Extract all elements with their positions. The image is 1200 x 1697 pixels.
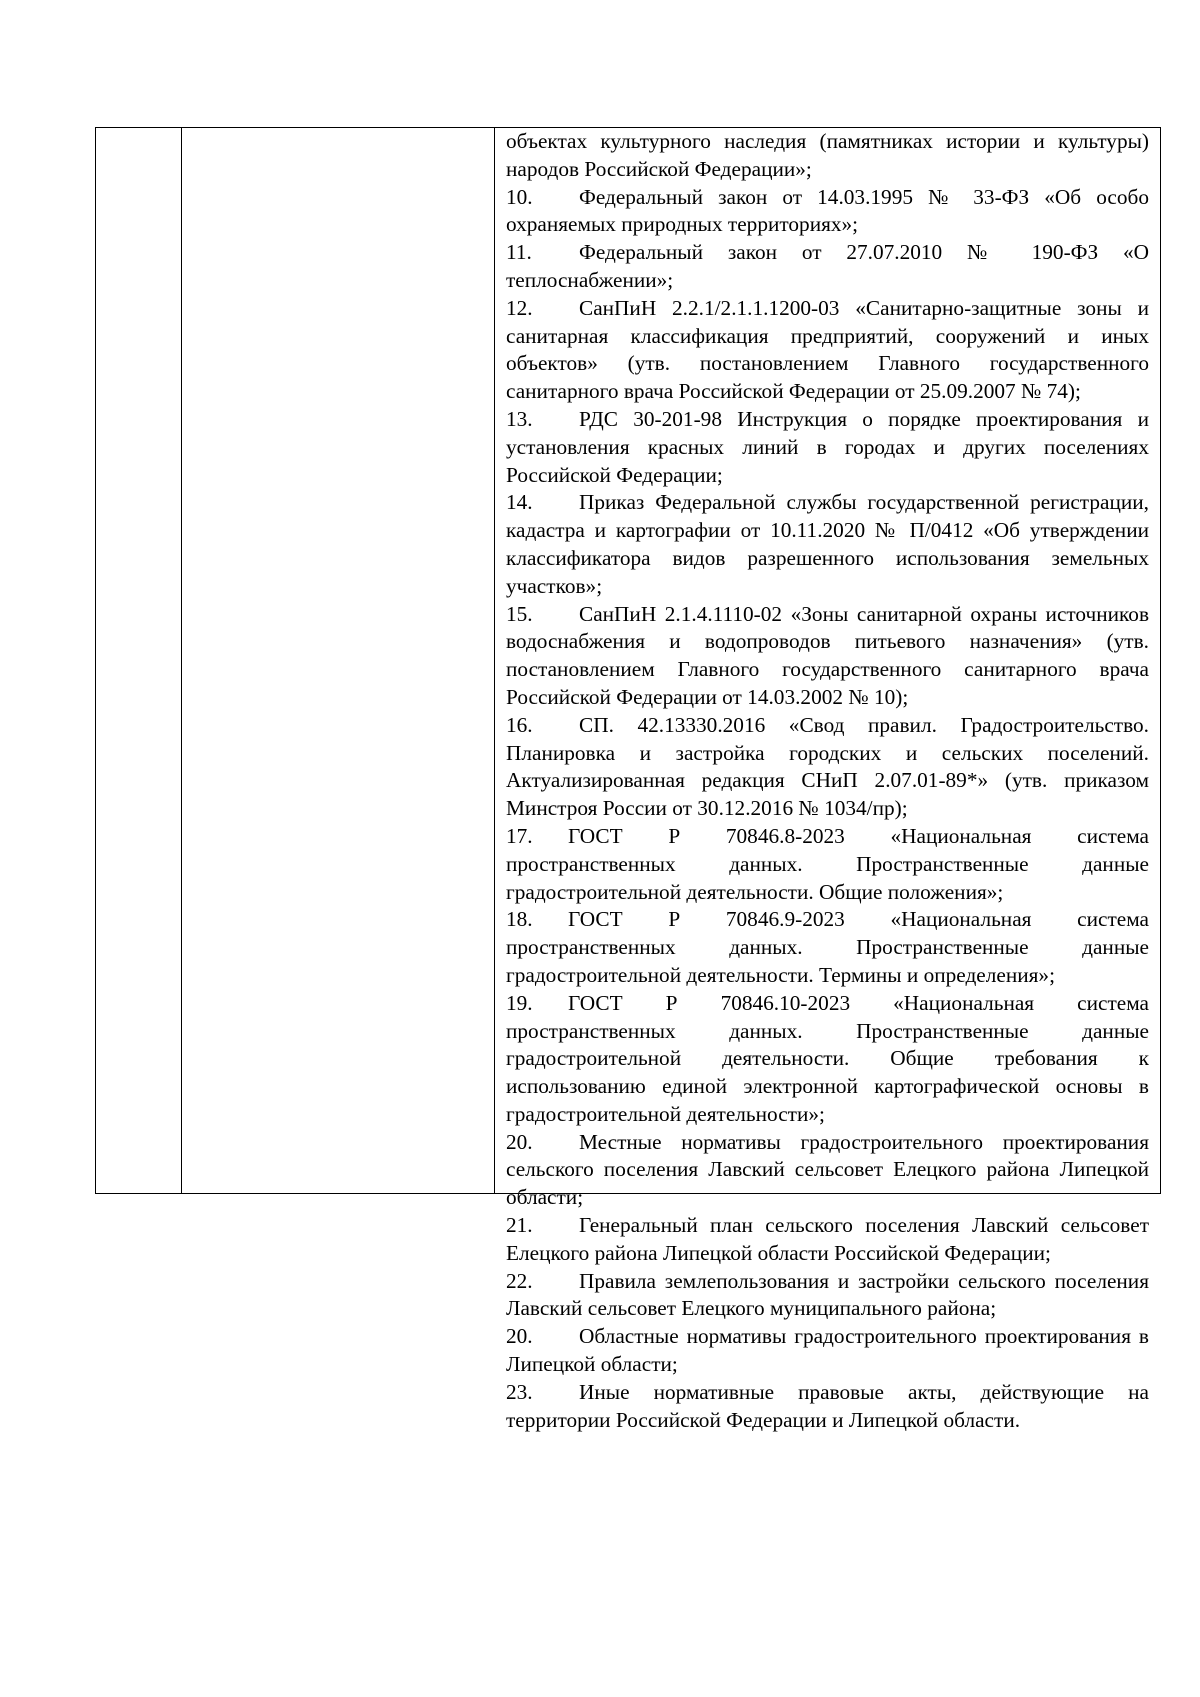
list-item: 14. Приказ Федеральной службы государственной регистрации, кадастра и картографии от 10.11.2020 № П/0412 «Об утверждении классификатора видов разрешенного использования земельных участков»;	[506, 490, 1149, 598]
list-item: 18. ГОСТ Р 70846.9-2023 «Национальная система пространственных данных. Пространственные данные градостроительной деятельности. Термины и определения»;	[506, 907, 1149, 987]
list-item: 10. Федеральный закон от 14.03.1995 № 33-ФЗ «Об особо охраняемых природных территориях»;	[506, 184, 1149, 237]
list-item: 16. СП. 42.13330.2016 «Свод правил. Градостроительство. Планировка и застройка городских и сельских поселений. Актуализированная редакция СНиП 2.07.01-89*» (утв. приказом Минстроя России от 30.12.2016 № 1034/пр);	[506, 712, 1149, 821]
list-item: 20. Областные нормативы градостроительного проектирования в Липецкой области;	[506, 1324, 1149, 1377]
list-item: 21. Генеральный план сельского поселения Лавский сельсовет Елецкого района Липецкой области Российской Федерации;	[506, 1213, 1149, 1265]
list-item: 15. СанПиН 2.1.4.1110-02 «Зоны санитарной охраны источников водоснабжения и водопроводов питьевого назначения» (утв. постановлением Главного государственного санитарного врача Российской Федерации от 14.03.2002 № 10);	[506, 601, 1149, 709]
list-item: 19. ГОСТ Р 70846.10-2023 «Национальная система пространственных данных. Пространственные данные градостроительной деятельности. Общие требования к использованию единой электронной картографической основы в градостроительной деятельности»;	[506, 990, 1149, 1126]
column-divider-2	[494, 128, 495, 1193]
intro-text: объектах культурного наследия (памятниках истории и культуры) народов Российской Федерации»;	[506, 129, 1149, 181]
list-item: 22. Правила землепользования и застройки сельского поселения Лавский сельсовет Елецкого муниципального района;	[506, 1268, 1149, 1321]
list-item: 17. ГОСТ Р 70846.8-2023 «Национальная система пространственных данных. Пространственные данные градостроительной деятельности. Общие положения»;	[506, 823, 1149, 904]
legal-acts-cell	[506, 128, 1149, 1434]
document-table	[95, 127, 1161, 1432]
list-item: 12. СанПиН 2.2.1/2.1.1.1200-03 «Санитарно-защитные зоны и санитарная классификация предприятий, сооружений и иных объектов» (утв. постановлением Главного государственного санитарного врача Российской Федерации от 25.09.2007 № 74);	[506, 295, 1149, 404]
list-item: 23. Иные нормативные правовые акты, действующие на территории Российской Федерации и Липецкой области.	[506, 1379, 1149, 1432]
column-divider-1	[181, 128, 182, 1193]
list-item: 20. Местные нормативы градостроительного проектирования сельского поселения Лавский сельсовет Елецкого района Липецкой области;	[506, 1129, 1149, 1210]
list-item: 11. Федеральный закон от 27.07.2010 № 190-ФЗ «О теплоснабжении»;	[506, 240, 1149, 292]
list-item: 13. РДС 30-201-98 Инструкция о порядке проектирования и установления красных линий в городах и других поселениях Российской Федерации;	[506, 406, 1149, 487]
